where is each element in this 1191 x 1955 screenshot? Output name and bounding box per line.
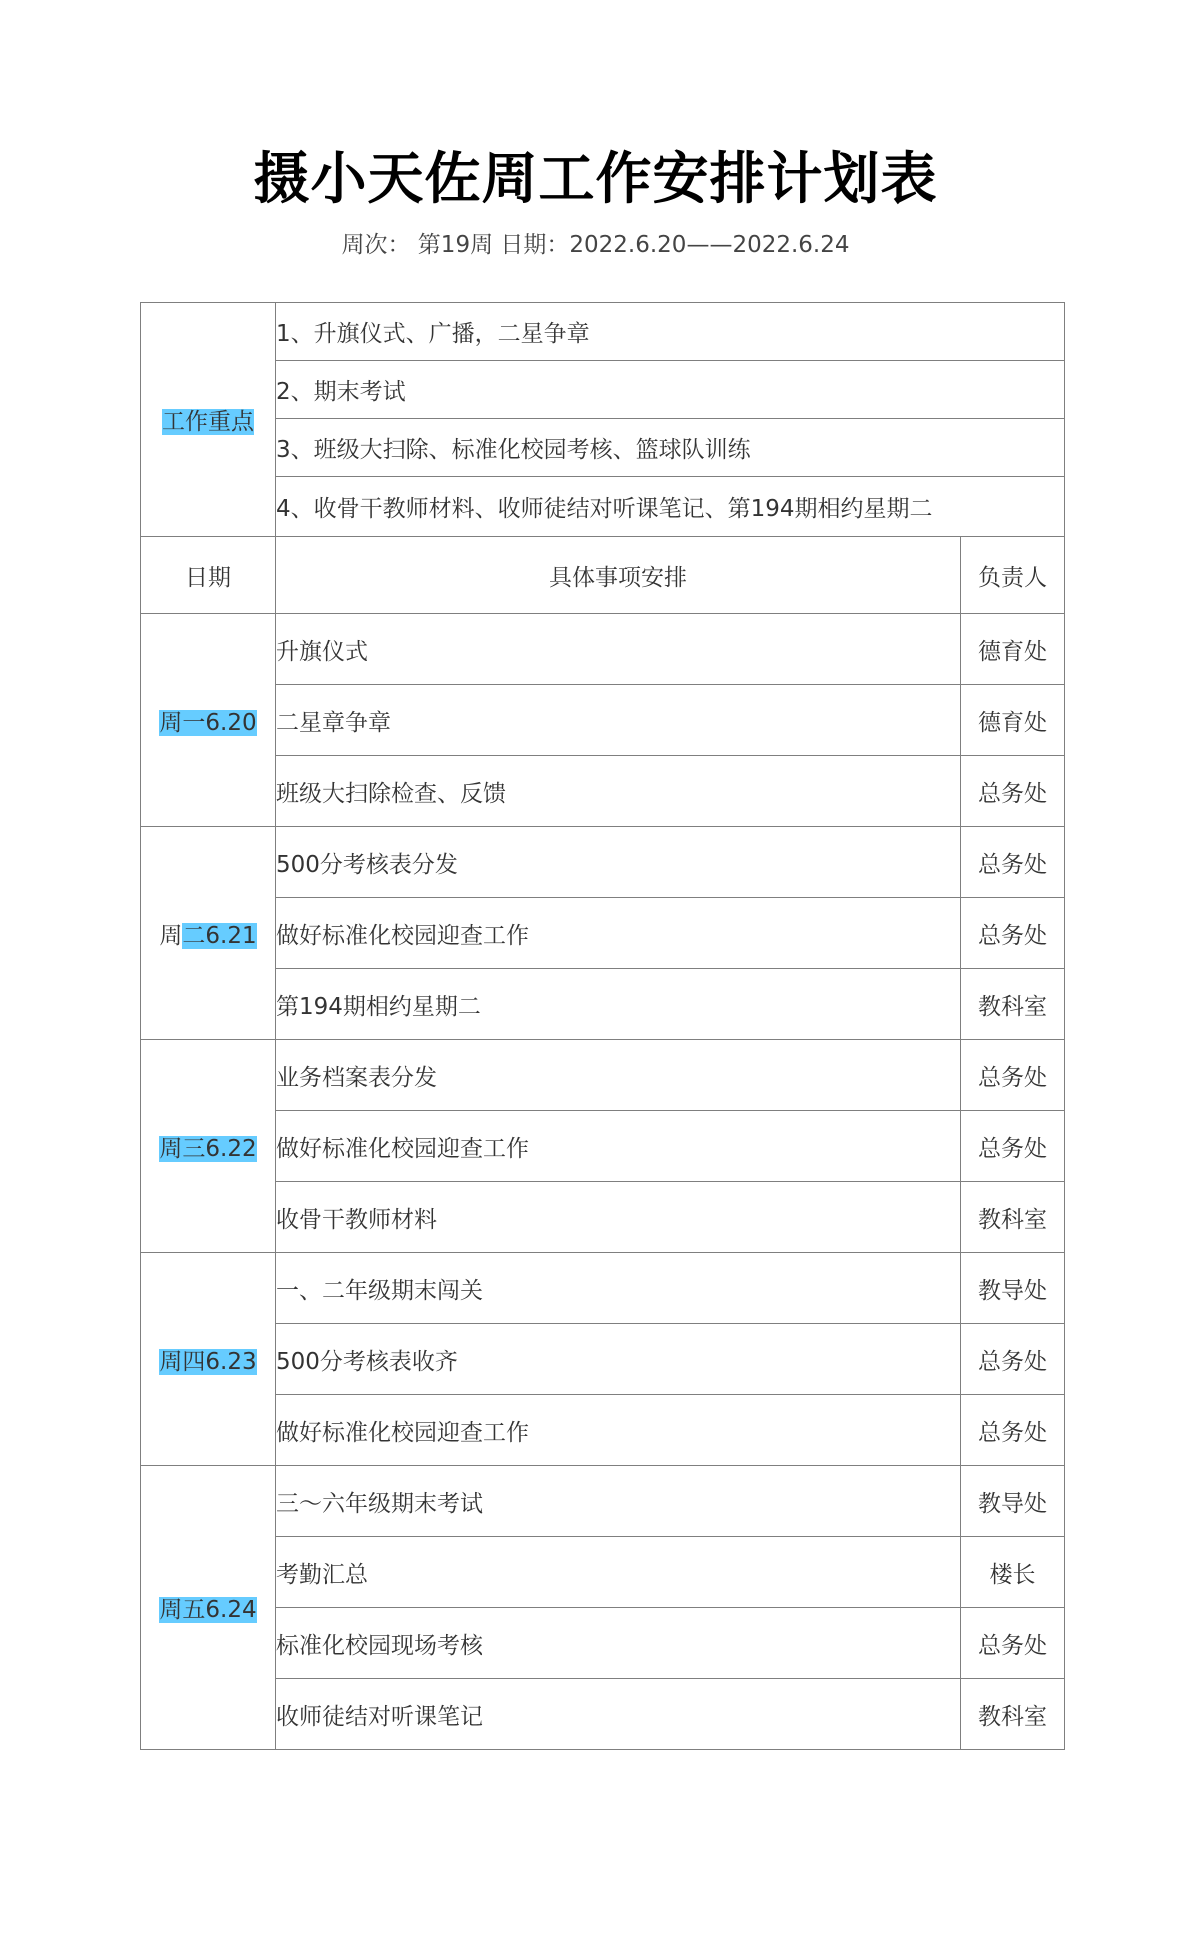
focus-item: 1、升旗仪式、广播，二星争章: [276, 303, 1065, 361]
table-row: [141, 827, 1065, 898]
table-row: [141, 1608, 1065, 1679]
task-item: 500分考核表收齐: [276, 1324, 961, 1395]
focus-row: [141, 477, 1065, 537]
task-owner: 德育处: [961, 614, 1065, 685]
task-owner: 教科室: [961, 969, 1065, 1040]
task-item: 500分考核表分发: [276, 827, 961, 898]
day-date-cell: [141, 1466, 276, 1750]
weekly-plan-table: [140, 302, 1065, 1750]
table-row: [141, 969, 1065, 1040]
task-item: 第194期相约星期二: [276, 969, 961, 1040]
table-row: [141, 1253, 1065, 1324]
task-owner: 楼长: [961, 1537, 1065, 1608]
task-item: 做好标准化校园迎查工作: [276, 1395, 961, 1466]
table-row: [141, 1537, 1065, 1608]
task-owner: 总务处: [961, 1111, 1065, 1182]
day-date-cell: [141, 614, 276, 827]
day-date-cell: [141, 827, 276, 1040]
focus-item: 3、班级大扫除、标准化校园考核、篮球队训练: [276, 419, 1065, 477]
table-row: [141, 1040, 1065, 1111]
task-owner: 教导处: [961, 1466, 1065, 1537]
table-row: [141, 1679, 1065, 1750]
task-owner: 总务处: [961, 827, 1065, 898]
table-row: [141, 756, 1065, 827]
table-row: [141, 685, 1065, 756]
focus-item: 2、期末考试: [276, 361, 1065, 419]
task-owner: 总务处: [961, 1040, 1065, 1111]
focus-row: [141, 419, 1065, 477]
task-owner: 总务处: [961, 1324, 1065, 1395]
week-date-line: 周次： 第19周 日期：2022.6.20——2022.6.24: [341, 232, 850, 258]
header-item: 具体事项安排: [276, 537, 961, 614]
task-owner: 教科室: [961, 1679, 1065, 1750]
task-owner: 教导处: [961, 1253, 1065, 1324]
task-owner: 总务处: [961, 1395, 1065, 1466]
day-date-label: 二6.21: [182, 922, 257, 949]
day-date-cell: [141, 1040, 276, 1253]
task-item: 收师徒结对听课笔记: [276, 1679, 961, 1750]
table-row: [141, 898, 1065, 969]
focus-label-cell: [141, 303, 276, 537]
task-item: 做好标准化校园迎查工作: [276, 898, 961, 969]
day-date-prefix: 周: [159, 922, 183, 949]
task-owner: 总务处: [961, 898, 1065, 969]
day-date-label: 周四6.23: [159, 1348, 257, 1375]
task-item: 二星章争章: [276, 685, 961, 756]
task-owner: 总务处: [961, 1608, 1065, 1679]
table-row: [141, 1182, 1065, 1253]
focus-row: [141, 361, 1065, 419]
focus-item: 4、收骨干教师材料、收师徒结对听课笔记、第194期相约星期二: [276, 477, 1065, 537]
task-item: 业务档案表分发: [276, 1040, 961, 1111]
table-row: [141, 1111, 1065, 1182]
task-item: 收骨干教师材料: [276, 1182, 961, 1253]
document-title: 摄小天佐周工作安排计划表: [253, 147, 938, 212]
task-item: 班级大扫除检查、反馈: [276, 756, 961, 827]
header-date: 日期: [141, 537, 276, 614]
day-date-label: 周一6.20: [159, 709, 257, 736]
task-item: 做好标准化校园迎查工作: [276, 1111, 961, 1182]
task-item: 考勤汇总: [276, 1537, 961, 1608]
table-row: [141, 614, 1065, 685]
table-row: [141, 1395, 1065, 1466]
table-row: [141, 1466, 1065, 1537]
task-item: 升旗仪式: [276, 614, 961, 685]
task-item: 标准化校园现场考核: [276, 1608, 961, 1679]
day-date-label: 周三6.22: [159, 1135, 257, 1162]
task-owner: 德育处: [961, 685, 1065, 756]
header-owner: 负责人: [961, 537, 1065, 614]
column-header-row: [141, 537, 1065, 614]
task-item: 一、二年级期末闯关: [276, 1253, 961, 1324]
day-date-label: 周五6.24: [159, 1597, 257, 1623]
table-row: [141, 1324, 1065, 1395]
day-date-cell: [141, 1253, 276, 1466]
task-owner: 总务处: [961, 756, 1065, 827]
task-item: 三～六年级期末考试: [276, 1466, 961, 1537]
focus-label: 工作重点: [162, 409, 254, 435]
task-owner: 教科室: [961, 1182, 1065, 1253]
focus-row: [141, 303, 1065, 361]
